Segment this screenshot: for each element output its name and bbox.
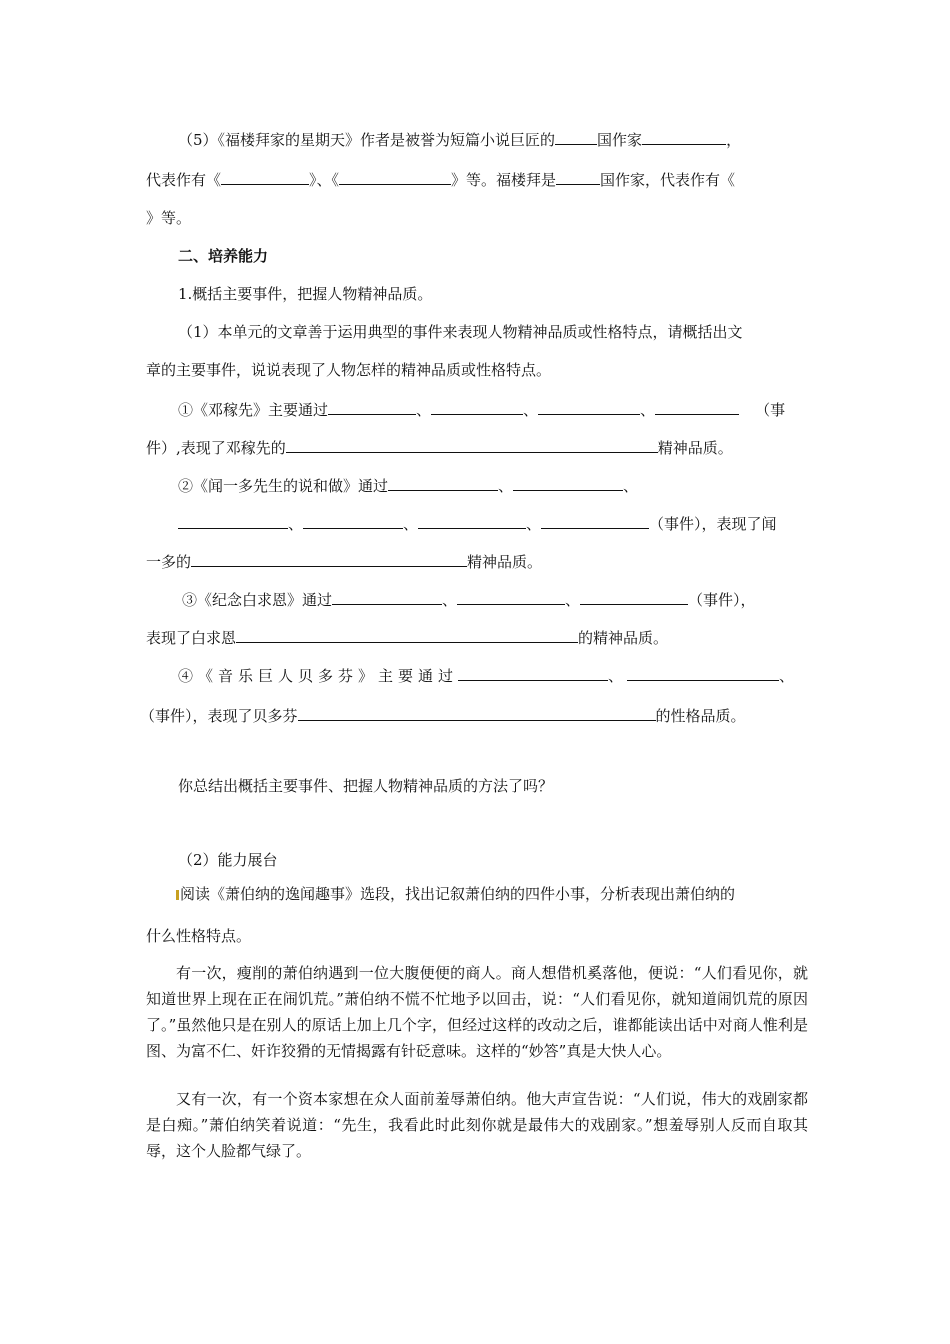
sep: 、	[640, 401, 656, 419]
sep: 、	[526, 515, 542, 533]
wen-blank-5[interactable]	[418, 512, 526, 529]
sub2-title: （2）能力展台	[178, 851, 278, 869]
wen-blank-6[interactable]	[541, 512, 649, 529]
q5-line3	[146, 208, 191, 228]
bai-line2	[146, 626, 668, 648]
wen-blank-1[interactable]	[388, 474, 498, 491]
q5-text-g: 国作家，代表作有《	[600, 171, 736, 189]
bai-blank-3[interactable]	[580, 588, 688, 605]
sep: 、	[403, 515, 419, 533]
sub2-line2: 什么性格特点。	[146, 927, 252, 945]
bai-blank-quality[interactable]	[236, 626, 578, 643]
bai-text-end: （事件），	[688, 591, 756, 609]
sep: 、	[623, 477, 639, 495]
q5-text-d: 代表作有《	[146, 171, 222, 189]
sep: 、	[442, 591, 458, 609]
passage-text-1: 有一次，瘦削的萧伯纳遇到一位大腹便便的商人。商人想借机奚落他，便说：“人们看见你，就知道世界上现在正在闹饥荒。”萧伯纳不慌不忙地予以回击，说：“人们看见你，就知道闹饥荒的原因了。”虽然他只是在别人的原话上加上几个字，但经过这样的改动之后，谁都能读出话中对商人惟利是图、为富不仁、奸诈狡猾的无情揭露有针砭意味。这样的“妙答”真是大快人心。	[146, 964, 808, 1060]
sep: 、	[416, 401, 432, 419]
q5-text-c: ，	[726, 131, 742, 149]
deng-blank-quality[interactable]	[286, 436, 658, 453]
passage-paragraph-2	[146, 1086, 808, 1164]
q5-text-b: 国作家	[597, 131, 643, 149]
bai-blank-2[interactable]	[457, 588, 565, 605]
bei-line2	[140, 704, 746, 726]
passage-paragraph-1	[146, 960, 808, 1064]
sep: 、	[523, 401, 539, 419]
q5-line1	[178, 128, 741, 150]
blank-country-2[interactable]	[556, 168, 600, 185]
q5-line2	[146, 168, 735, 190]
sep: 、	[498, 477, 514, 495]
bai-blank-1[interactable]	[332, 588, 442, 605]
deng-blank-4[interactable]	[655, 398, 739, 415]
q5-text-a: （5）《福楼拜家的星期天》作者是被誉为短篇小说巨匠的	[178, 131, 556, 149]
blank-work-2[interactable]	[339, 168, 451, 185]
bei-text-c: 的性格品质。	[655, 707, 746, 725]
wen-line3	[146, 550, 542, 572]
bai-line1	[182, 588, 756, 610]
sub2-text-l1: 阅读《萧伯纳的逸闻趣事》选段，找出记叙萧伯纳的四件小事，分析表现出萧伯纳的	[180, 885, 736, 903]
wen-blank-3[interactable]	[178, 512, 288, 529]
deng-line1	[178, 398, 785, 420]
deng-text-a: ①《邓稼先》主要通过	[178, 401, 329, 419]
bei-text-a: ④《音乐巨人贝多芬》主要通过	[178, 667, 459, 685]
blank-work-1[interactable]	[221, 168, 309, 185]
passage-text-2: 又有一次，有一个资本家想在众人面前羞辱萧伯纳。他大声宣告说：“人们说，伟大的戏剧家都是白痴。”萧伯纳笑着说道：“先生，我看此时此刻你就是最伟大的戏剧家。”想羞辱别人反而自取其辱，这个人脸都气绿了。	[146, 1090, 808, 1160]
section-heading: 二、培养能力	[178, 247, 269, 265]
deng-line2	[146, 436, 733, 458]
wen-line1	[178, 474, 638, 496]
wen-text-end: （事件），表现了闻	[649, 515, 777, 533]
wen-blank-4[interactable]	[303, 512, 403, 529]
wen-text-a: ②《闻一多先生的说和做》通过	[178, 477, 389, 495]
sub1-line1: （1）本单元的文章善于运用典型的事件来表现人物精神品质或性格特点，请概括出文	[178, 323, 743, 341]
blank-country-1[interactable]	[555, 128, 597, 145]
q5-text-h: 》等。	[146, 209, 192, 227]
deng-text-c: 精神品质。	[657, 439, 733, 457]
sep: 、	[288, 515, 304, 533]
deng-blank-1[interactable]	[328, 398, 416, 415]
sub2-line1	[176, 884, 735, 904]
sep: 、	[608, 667, 624, 685]
blank-author-1[interactable]	[642, 128, 726, 145]
deng-text-b: 件）,表现了邓稼先的	[146, 439, 286, 457]
wen-line2	[178, 512, 777, 534]
sub1-line2: 章的主要事件，说说表现了人物怎样的精神品质或性格特点。	[146, 361, 552, 379]
item-1: 1.概括主要事件，把握人物精神品质。	[178, 285, 433, 303]
wen-blank-2[interactable]	[513, 474, 623, 491]
bei-text-b: （事件），表现了贝多芬	[140, 707, 298, 725]
sep: 、	[779, 667, 795, 685]
deng-blank-2[interactable]	[431, 398, 523, 415]
bei-blank-quality[interactable]	[298, 704, 656, 721]
q5-text-f: 》等。福楼拜是	[451, 171, 557, 189]
deng-text-end: （事	[755, 401, 786, 419]
sep: 、	[565, 591, 581, 609]
bei-blank-1[interactable]	[458, 664, 608, 681]
deng-blank-3[interactable]	[538, 398, 640, 415]
bai-text-c: 的精神品质。	[578, 629, 669, 647]
wen-text-c: 精神品质。	[467, 553, 543, 571]
wen-blank-quality[interactable]	[191, 550, 467, 567]
bei-line1	[178, 664, 794, 686]
bai-text-b: 表现了白求恩	[146, 629, 237, 647]
cursor-mark-icon	[176, 890, 179, 900]
bei-blank-2[interactable]	[627, 664, 779, 681]
summary-question: 你总结出概括主要事件、把握人物精神品质的方法了吗？	[178, 777, 554, 795]
wen-text-b: 一多的	[146, 553, 192, 571]
bai-text-a: ③《纪念白求恩》通过	[182, 591, 333, 609]
q5-text-e: 》、《	[309, 171, 340, 189]
